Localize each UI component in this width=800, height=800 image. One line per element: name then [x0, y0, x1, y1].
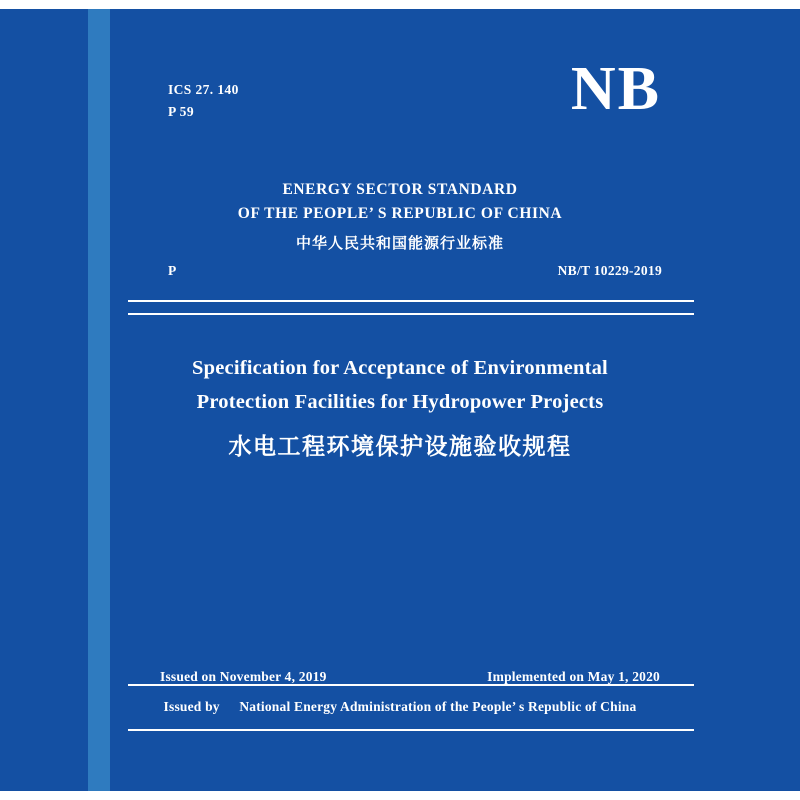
issuing-organization: National Energy Administration of the People’ s Republic of China — [239, 699, 637, 714]
standard-header — [0, 178, 800, 253]
ics-number: ICS 27. 140 — [168, 82, 239, 97]
divider-top — [128, 300, 694, 302]
dates-row — [160, 669, 660, 685]
standard-header-line2: OF THE PEOPLE’ S REPUBLIC OF CHINA — [237, 205, 563, 223]
implemented-date: Implemented on May 1, 2020 — [487, 669, 660, 684]
page-title — [0, 352, 800, 461]
title-chinese: 水电工程环境保护设施验收规程 — [228, 433, 572, 460]
issuer-row — [0, 699, 800, 715]
ics-category: P 59 — [168, 104, 194, 120]
title-english-line1: Specification for Acceptance of Environmental — [192, 357, 608, 379]
nb-logo: NB — [570, 55, 661, 123]
standard-number: NB/T 10229-2019 — [557, 263, 662, 278]
classification-code: P — [168, 263, 177, 278]
divider-top-second — [128, 313, 694, 315]
title-english-line2: Protection Facilities for Hydropower Projects — [196, 390, 604, 413]
issued-by-label: Issued by — [163, 699, 220, 714]
code-row — [168, 263, 662, 279]
divider-bottom-second — [128, 729, 694, 731]
ics-block — [168, 79, 239, 124]
standard-header-line1: ENERGY SECTOR STANDARD — [282, 181, 518, 198]
standard-header-chinese: 中华人民共和国能源行业标准 — [295, 234, 504, 253]
issued-date: Issued on November 4, 2019 — [160, 669, 327, 684]
